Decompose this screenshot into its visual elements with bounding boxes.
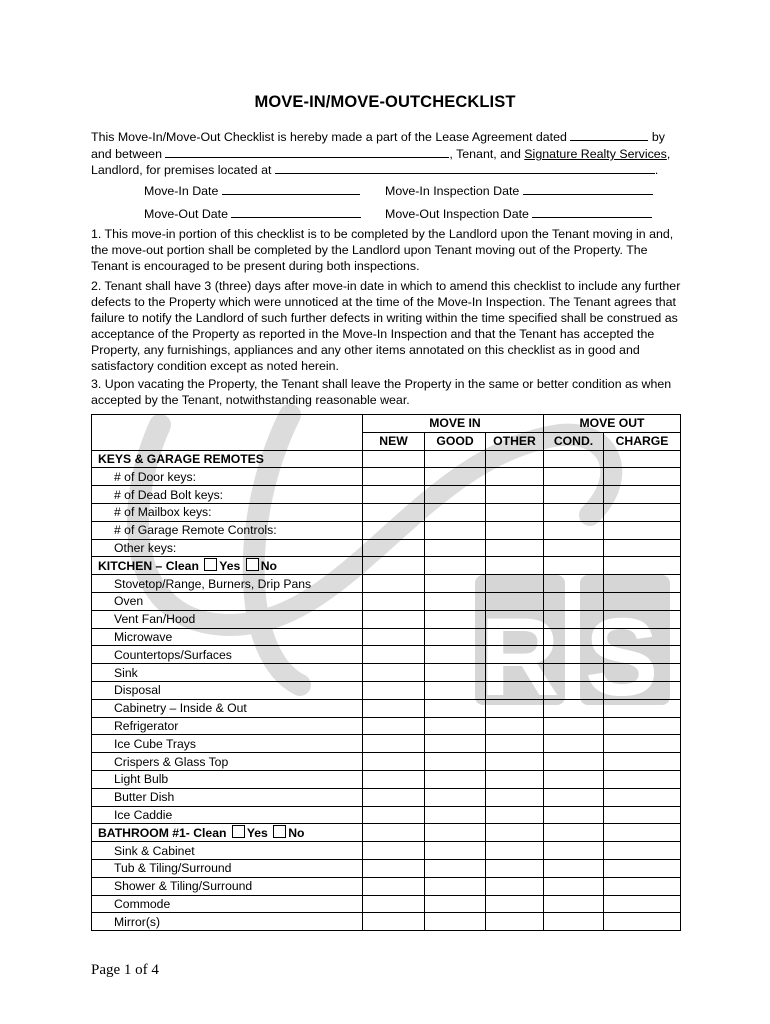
keys-item-row: [92, 503, 681, 521]
paragraph-3: 3. Upon vacating the Property, the Tenant shall leave the Property in the same or better condition as when accepted by the Tenant, notwithstanding reasonable wear.: [91, 377, 672, 408]
cell-cond[interactable]: [544, 664, 604, 682]
bathroom-item-row-label: Mirror(s): [92, 913, 363, 931]
cell-other[interactable]: [486, 717, 544, 735]
bathroom-item-row: [92, 842, 681, 860]
move-in-inspection-label: Move-In Inspection Date: [385, 184, 520, 198]
kitchen-item-row-label: Oven: [92, 592, 363, 610]
cell-other[interactable]: [486, 770, 544, 788]
cell-other[interactable]: [486, 859, 544, 877]
cell-charge[interactable]: [604, 735, 681, 753]
keys-item-row: [92, 521, 681, 539]
keys-item-row: [92, 539, 681, 557]
bathroom-item-row-label: Commode: [92, 895, 363, 913]
cell-good[interactable]: [425, 450, 486, 468]
kitchen-item-row: [92, 646, 681, 664]
cell-new[interactable]: [363, 895, 425, 913]
cell-good[interactable]: [425, 895, 486, 913]
cell-new[interactable]: [363, 859, 425, 877]
cell-new[interactable]: [363, 806, 425, 824]
lease-date-blank[interactable]: [570, 128, 648, 141]
intro-line-1: [91, 128, 681, 146]
paragraph-2: 2. Tenant shall have 3 (three) days after move-in date in which to amend this checklist to include any further defects to the Property which were unnoticed at the time of the Move-In Inspection. The Tenant agrees that failure to notify the Landlord of such further defects in writing within the time specified shall be construed as acceptance of the Property as reported in the Move-In Inspection and that the Tenant has accepted the Property, any furnishings, appliances and any other items annotated on this checklist as in good and satisfactory condition except as noted herein.: [91, 279, 681, 374]
kitchen-item-row: [92, 735, 681, 753]
cell-charge[interactable]: [604, 788, 681, 806]
bathroom-item-row-label: Shower & Tiling/Surround: [92, 877, 363, 895]
cell-other[interactable]: [486, 877, 544, 895]
keys-item-row-label: # of Mailbox keys:: [92, 503, 363, 521]
cell-cond[interactable]: [544, 610, 604, 628]
kitchen-item-row: [92, 717, 681, 735]
kitchen-item-row-label: Disposal: [92, 681, 363, 699]
cell-cond[interactable]: [544, 699, 604, 717]
cell-good[interactable]: [425, 699, 486, 717]
cell-new[interactable]: [363, 486, 425, 504]
cell-cond[interactable]: [544, 521, 604, 539]
cell-good[interactable]: [425, 753, 486, 771]
kitchen-item-row: [92, 575, 681, 593]
cell-good[interactable]: [425, 717, 486, 735]
cell-charge[interactable]: [604, 610, 681, 628]
cell-cond[interactable]: [544, 842, 604, 860]
clean-yes-label: Yes: [246, 825, 268, 840]
cell-charge[interactable]: [604, 521, 681, 539]
cell-new[interactable]: [363, 539, 425, 557]
section-title: KITCHEN – Clean: [98, 558, 199, 573]
cell-cond[interactable]: [544, 717, 604, 735]
move-out-inspection-label: Move-Out Inspection Date: [385, 207, 529, 221]
cell-other[interactable]: [486, 503, 544, 521]
cell-charge[interactable]: [604, 575, 681, 593]
clean-yes-checkbox[interactable]: [204, 558, 217, 571]
col-other-header: OTHER: [486, 432, 544, 450]
cell-charge[interactable]: [604, 681, 681, 699]
cell-charge[interactable]: [604, 770, 681, 788]
move-out-header: MOVE OUT: [544, 415, 681, 433]
kitchen-item-row: [92, 610, 681, 628]
cell-charge[interactable]: [604, 859, 681, 877]
cell-good[interactable]: [425, 913, 486, 931]
header-blank-other: [486, 415, 544, 433]
kitchen-item-row-label: Ice Cube Trays: [92, 735, 363, 753]
kitchen-item-row-label: Light Bulb: [92, 770, 363, 788]
cell-cond[interactable]: [544, 806, 604, 824]
cell-charge[interactable]: [604, 486, 681, 504]
bathroom-item-row-label: Sink & Cabinet: [92, 842, 363, 860]
cell-new[interactable]: [363, 877, 425, 895]
intro-between-text: and between: [91, 147, 162, 161]
cell-other[interactable]: [486, 486, 544, 504]
page-number: Page 1 of 4: [91, 962, 159, 978]
cell-other[interactable]: [486, 824, 544, 842]
cell-good[interactable]: [425, 806, 486, 824]
intro-lease-text: This Move-In/Move-Out Checklist is hereby made a part of the Lease Agreement dated: [91, 130, 567, 144]
intro-by-text: by: [651, 130, 665, 144]
clean-yes-label: Yes: [219, 558, 241, 573]
cell-good[interactable]: [425, 664, 486, 682]
cell-good[interactable]: [425, 877, 486, 895]
cell-new[interactable]: [363, 842, 425, 860]
cell-charge[interactable]: [604, 628, 681, 646]
clean-yes-checkbox[interactable]: [232, 825, 245, 838]
move-in-date-field: [144, 182, 360, 199]
cell-other[interactable]: [486, 557, 544, 575]
move-in-inspection-field: [385, 182, 653, 199]
keys-item-row: [92, 468, 681, 486]
intro-period: .: [654, 163, 659, 177]
cell-other[interactable]: [486, 699, 544, 717]
cell-cond[interactable]: [544, 913, 604, 931]
checklist-table: [91, 414, 681, 931]
cell-new[interactable]: [363, 699, 425, 717]
bathroom-item-row: [92, 913, 681, 931]
header-blank-2: [92, 432, 363, 450]
bathroom-item-row-label: Tub & Tiling/Surround: [92, 859, 363, 877]
cell-other[interactable]: [486, 575, 544, 593]
keys-section-row: [92, 450, 681, 468]
cell-good[interactable]: [425, 503, 486, 521]
cell-charge[interactable]: [604, 877, 681, 895]
cell-good[interactable]: [425, 557, 486, 575]
company-name: Signature Realty Services: [524, 147, 667, 161]
cell-new[interactable]: [363, 575, 425, 593]
cell-charge[interactable]: [604, 895, 681, 913]
keys-section-row-label: KEYS & GARAGE REMOTES: [92, 450, 363, 468]
cell-cond[interactable]: [544, 450, 604, 468]
cell-new[interactable]: [363, 503, 425, 521]
cell-new[interactable]: [363, 557, 425, 575]
clean-no-checkbox[interactable]: [273, 825, 286, 838]
kitchen-item-row-label: Sink: [92, 664, 363, 682]
clean-no-checkbox[interactable]: [246, 558, 259, 571]
cell-new[interactable]: [363, 824, 425, 842]
cell-new[interactable]: [363, 735, 425, 753]
cell-new[interactable]: [363, 628, 425, 646]
cell-other[interactable]: [486, 681, 544, 699]
tenant-name-blank[interactable]: [165, 145, 449, 158]
cell-cond[interactable]: [544, 877, 604, 895]
kitchen-item-row-label: Crispers & Glass Top: [92, 753, 363, 771]
kitchen-item-row-label: Stovetop/Range, Burners, Drip Pans: [92, 575, 363, 593]
cell-charge[interactable]: [604, 699, 681, 717]
intro-tenant-text: , Tenant, and: [449, 147, 521, 161]
cell-cond[interactable]: [544, 681, 604, 699]
cell-new[interactable]: [363, 753, 425, 771]
cell-other[interactable]: [486, 539, 544, 557]
cell-charge[interactable]: [604, 842, 681, 860]
move-in-date-label: Move-In Date: [144, 184, 219, 198]
cell-charge[interactable]: [604, 592, 681, 610]
cell-charge[interactable]: [604, 913, 681, 931]
intro-premises-text: Landlord, for premises located at: [91, 163, 272, 177]
kitchen-item-row-label: Refrigerator: [92, 717, 363, 735]
cell-cond[interactable]: [544, 628, 604, 646]
watermark-letter-r: R: [480, 596, 560, 715]
keys-item-row-label: # of Dead Bolt keys:: [92, 486, 363, 504]
cell-charge[interactable]: [604, 717, 681, 735]
watermark-letter-s: S: [585, 596, 659, 715]
bathroom-item-row: [92, 859, 681, 877]
move-out-inspection-blank[interactable]: [532, 205, 652, 218]
cell-other[interactable]: [486, 842, 544, 860]
section-title: BATHROOM #1- Clean: [98, 825, 227, 840]
cell-new[interactable]: [363, 521, 425, 539]
cell-cond[interactable]: [544, 646, 604, 664]
cell-cond[interactable]: [544, 592, 604, 610]
cell-good[interactable]: [425, 575, 486, 593]
cell-good[interactable]: [425, 592, 486, 610]
cell-new[interactable]: [363, 913, 425, 931]
move-out-date-field: [144, 205, 361, 222]
cell-other[interactable]: [486, 450, 544, 468]
cell-other[interactable]: [486, 895, 544, 913]
cell-good[interactable]: [425, 770, 486, 788]
cell-new[interactable]: [363, 468, 425, 486]
cell-good[interactable]: [425, 824, 486, 842]
cell-charge[interactable]: [604, 664, 681, 682]
cell-cond[interactable]: [544, 486, 604, 504]
cell-cond[interactable]: [544, 859, 604, 877]
table-header-row-1: [92, 415, 681, 433]
bathroom-section-row: [92, 824, 681, 842]
cell-cond[interactable]: [544, 503, 604, 521]
header-blank: [92, 415, 363, 433]
cell-good[interactable]: [425, 521, 486, 539]
kitchen-item-row: [92, 664, 681, 682]
kitchen-item-row: [92, 592, 681, 610]
bathroom-section-row-label: [92, 824, 363, 842]
cell-cond[interactable]: [544, 557, 604, 575]
cell-cond[interactable]: [544, 788, 604, 806]
clean-no-label: No: [288, 825, 305, 840]
kitchen-item-row: [92, 770, 681, 788]
cell-good[interactable]: [425, 539, 486, 557]
cell-new[interactable]: [363, 610, 425, 628]
cell-other[interactable]: [486, 646, 544, 664]
cell-charge[interactable]: [604, 539, 681, 557]
cell-good[interactable]: [425, 859, 486, 877]
header-blank-new: [363, 415, 425, 433]
keys-item-row-label: Other keys:: [92, 539, 363, 557]
cell-cond[interactable]: [544, 539, 604, 557]
cell-other[interactable]: [486, 610, 544, 628]
kitchen-section-row: [92, 557, 681, 575]
cell-new[interactable]: [363, 770, 425, 788]
kitchen-item-row-label: Cabinetry – Inside & Out: [92, 699, 363, 717]
cell-good[interactable]: [425, 468, 486, 486]
cell-good[interactable]: [425, 486, 486, 504]
bathroom-item-row: [92, 895, 681, 913]
cell-other[interactable]: [486, 913, 544, 931]
kitchen-item-row-label: Ice Caddie: [92, 806, 363, 824]
cell-charge[interactable]: [604, 450, 681, 468]
keys-item-row-label: # of Door keys:: [92, 468, 363, 486]
cell-other[interactable]: [486, 468, 544, 486]
intro-line-3: [91, 161, 681, 179]
cell-good[interactable]: [425, 646, 486, 664]
cell-cond[interactable]: [544, 770, 604, 788]
table-header-row-2: [92, 432, 681, 450]
cell-charge[interactable]: [604, 824, 681, 842]
cell-cond[interactable]: [544, 735, 604, 753]
kitchen-item-row-label: Vent Fan/Hood: [92, 610, 363, 628]
col-charge-header: CHARGE: [604, 432, 681, 450]
cell-cond[interactable]: [544, 824, 604, 842]
cell-new[interactable]: [363, 788, 425, 806]
keys-item-row-label: # of Garage Remote Controls:: [92, 521, 363, 539]
cell-new[interactable]: [363, 664, 425, 682]
page-title: MOVE-IN/MOVE-OUTCHECKLIST: [254, 93, 516, 111]
cell-new[interactable]: [363, 646, 425, 664]
cell-other[interactable]: [486, 806, 544, 824]
kitchen-section-row-label: [92, 557, 363, 575]
cell-other[interactable]: [486, 753, 544, 771]
intro-comma: ,: [666, 147, 671, 161]
kitchen-item-row: [92, 628, 681, 646]
kitchen-item-row-label: Microwave: [92, 628, 363, 646]
kitchen-item-row: [92, 699, 681, 717]
cell-good[interactable]: [425, 735, 486, 753]
cell-charge[interactable]: [604, 753, 681, 771]
keys-item-row: [92, 486, 681, 504]
cell-other[interactable]: [486, 628, 544, 646]
cell-new[interactable]: [363, 592, 425, 610]
move-out-date-blank[interactable]: [231, 205, 361, 218]
cell-cond[interactable]: [544, 468, 604, 486]
col-good-header: GOOD: [425, 432, 486, 450]
cell-other[interactable]: [486, 735, 544, 753]
cell-charge[interactable]: [604, 806, 681, 824]
cell-charge[interactable]: [604, 468, 681, 486]
cell-new[interactable]: [363, 717, 425, 735]
premises-address-blank[interactable]: [275, 161, 655, 174]
clean-no-label: No: [260, 558, 277, 573]
kitchen-item-row: [92, 753, 681, 771]
cell-good[interactable]: [425, 788, 486, 806]
cell-other[interactable]: [486, 592, 544, 610]
move-in-header: MOVE IN: [425, 415, 486, 433]
cell-cond[interactable]: [544, 753, 604, 771]
kitchen-item-row-label: Countertops/Surfaces: [92, 646, 363, 664]
move-out-date-label: Move-Out Date: [144, 207, 229, 221]
bathroom-item-row: [92, 877, 681, 895]
move-in-inspection-blank[interactable]: [523, 182, 653, 195]
cell-good[interactable]: [425, 610, 486, 628]
kitchen-item-row-label: Butter Dish: [92, 788, 363, 806]
cell-good[interactable]: [425, 842, 486, 860]
cell-other[interactable]: [486, 664, 544, 682]
cell-new[interactable]: [363, 450, 425, 468]
cell-charge[interactable]: [604, 646, 681, 664]
kitchen-item-row: [92, 806, 681, 824]
cell-good[interactable]: [425, 681, 486, 699]
cell-charge[interactable]: [604, 557, 681, 575]
move-in-date-blank[interactable]: [222, 182, 360, 195]
cell-other[interactable]: [486, 788, 544, 806]
cell-good[interactable]: [425, 628, 486, 646]
col-new-header: NEW: [363, 432, 425, 450]
kitchen-item-row: [92, 788, 681, 806]
kitchen-item-row: [92, 681, 681, 699]
col-cond-header: COND.: [544, 432, 604, 450]
cell-cond[interactable]: [544, 895, 604, 913]
cell-cond[interactable]: [544, 575, 604, 593]
cell-charge[interactable]: [604, 503, 681, 521]
cell-new[interactable]: [363, 681, 425, 699]
move-out-inspection-field: [385, 205, 652, 222]
paragraph-1: 1. This move-in portion of this checklist is to be completed by the Landlord upon the Tenant moving in and, the move-out portion shall be completed by the Landlord upon Tenant moving out of the Property. The Tenant is encouraged to be present during both inspections.: [91, 227, 674, 274]
cell-other[interactable]: [486, 521, 544, 539]
